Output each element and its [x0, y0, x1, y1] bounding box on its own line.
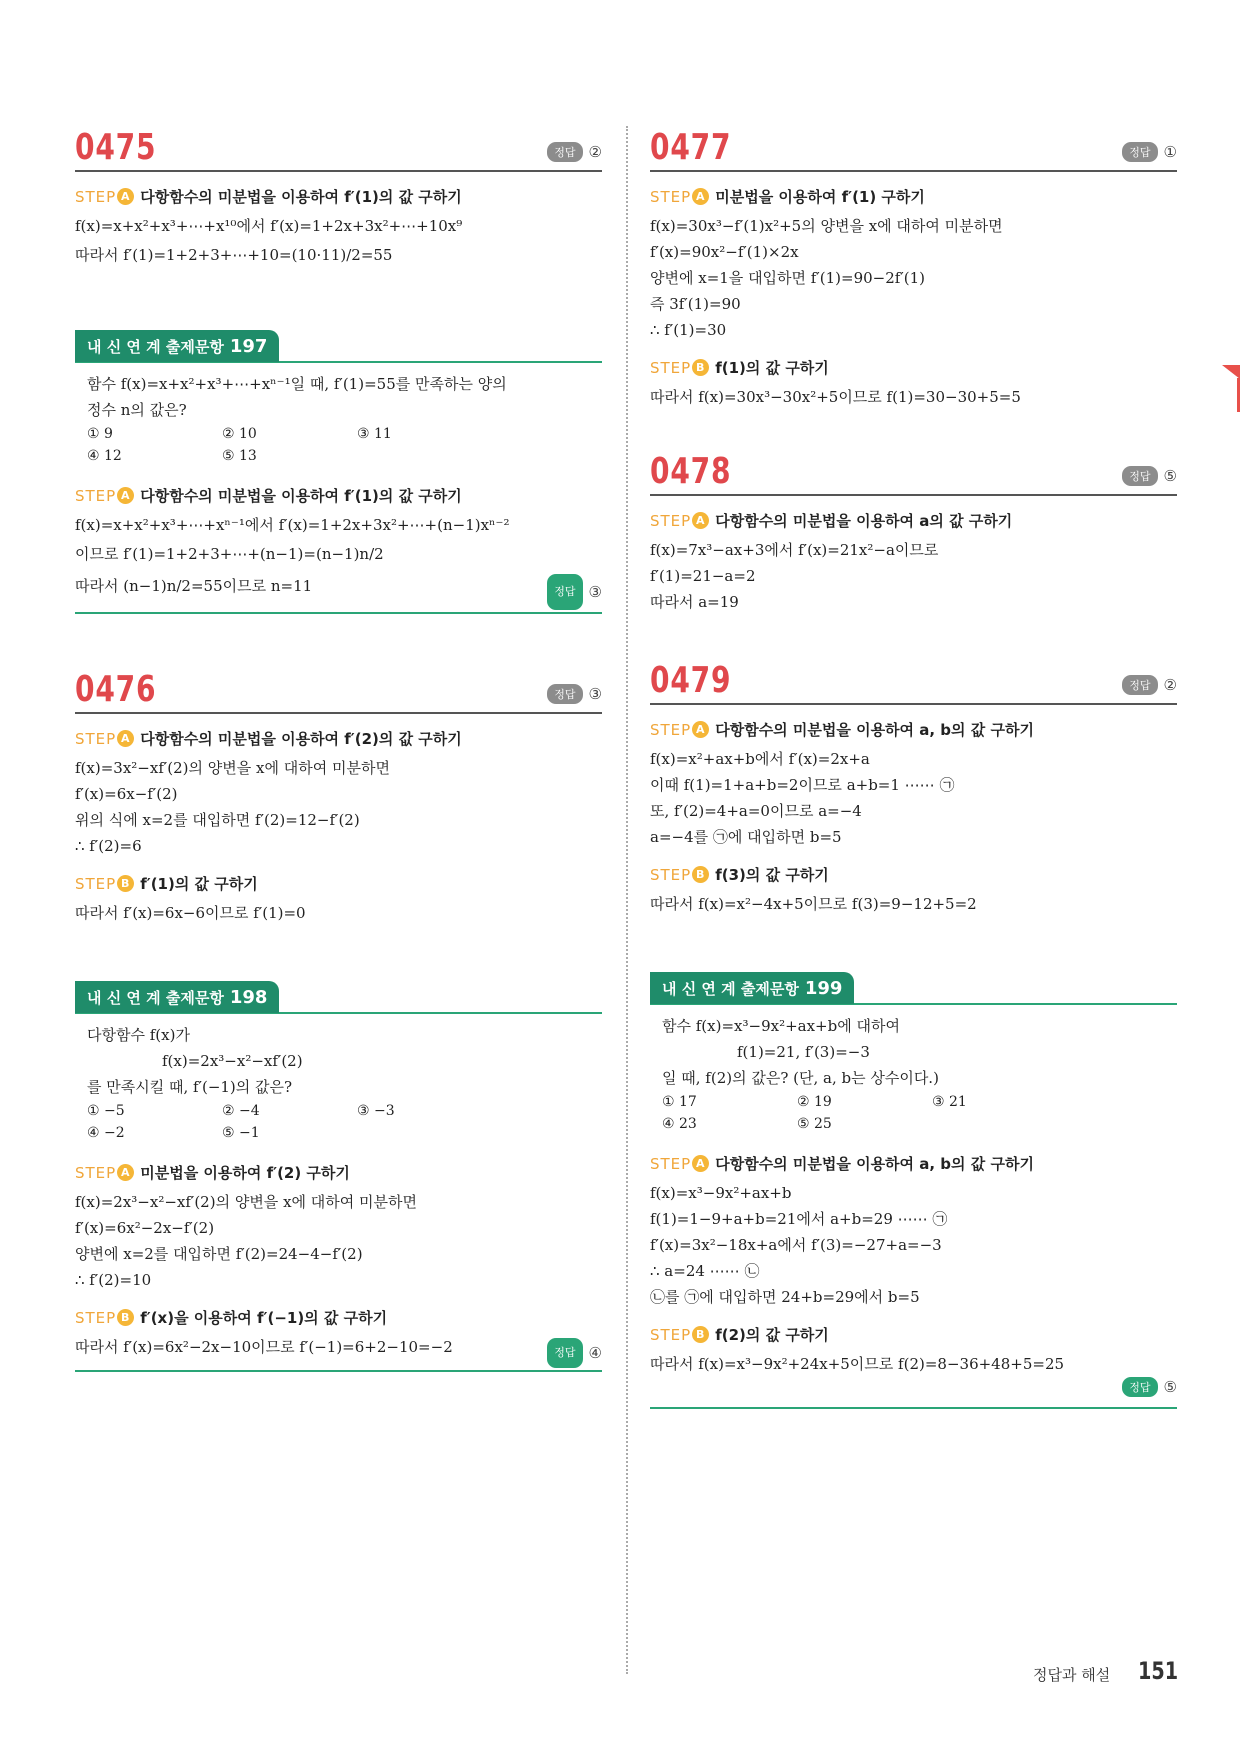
step-b: [650, 1324, 1177, 1345]
solution-line: 따라서 f(x)=x²−4x+5이므로 f(3)=9−12+5=2: [650, 895, 977, 913]
problem-header-0475: [75, 118, 602, 172]
solution-end-rule: [650, 1407, 1177, 1409]
solution-line: f(x)=x²+ax+b에서 f′(x)=2x+a: [650, 750, 870, 768]
step-b: [650, 864, 1177, 885]
choice-item: ② 19: [797, 1094, 832, 1110]
problem-number: 0477: [650, 127, 732, 168]
choice-item: ④ 12: [87, 448, 122, 464]
step-title: f′(x)을 이용하여 f′(−1)의 값 구하기: [140, 1309, 388, 1327]
step-a: [650, 510, 1177, 531]
answer-badge: 정답: [547, 1338, 582, 1368]
step-tag: STEP B: [650, 1326, 709, 1344]
question-line: 함수 f(x)=x³−9x²+ax+b에 대하여: [662, 1017, 900, 1035]
step-b: [75, 1307, 602, 1328]
step-title: 다항함수의 미분법을 이용하여 a, b의 값 구하기: [715, 1155, 1034, 1173]
choice-item: ③ 21: [932, 1094, 967, 1110]
step-a: [75, 728, 602, 749]
choice-item: ③ −3: [357, 1103, 395, 1119]
step-tag: STEP A: [75, 487, 134, 505]
answer-value: ②: [588, 143, 602, 161]
step-tag: STEP A: [75, 188, 134, 206]
step-tag: STEP B: [75, 1309, 134, 1327]
choice-item: ④ 23: [662, 1116, 697, 1132]
choice-item: ⑤ −1: [222, 1125, 260, 1141]
step-a: [650, 1153, 1177, 1174]
choice-item: ② −4: [222, 1103, 260, 1119]
problem-number: 0475: [75, 127, 157, 168]
choice-item: ① −5: [87, 1103, 125, 1119]
choice-item: ⑤ 25: [797, 1116, 832, 1132]
inner-problem-tag: 내 신 연 계 출제문항 197: [75, 330, 279, 362]
solution-line: f(1)=1−9+a+b=21에서 a+b=29 ⋯⋯ ㉠: [650, 1210, 948, 1228]
solution-line: 이므로 f′(1)=1+2+3+⋯+(n−1)=(n−1)n/2: [75, 545, 384, 563]
choice-list: [662, 1091, 1165, 1135]
answer-box: [1122, 466, 1177, 486]
choice-item: ⑤ 13: [222, 448, 257, 464]
step-b: [650, 357, 1177, 378]
answer-box: [1122, 675, 1177, 695]
answer-value: ①: [1163, 143, 1177, 161]
solution-line: 따라서 f(x)=30x³−30x²+5이므로 f(1)=30−30+5=5: [650, 388, 1021, 406]
choice-list: [87, 1100, 590, 1144]
question-line: 정수 n의 값은?: [87, 401, 187, 419]
step-a: [75, 186, 602, 207]
question-line: f(1)=21, f′(3)=−3: [737, 1043, 870, 1061]
step-letter-icon: A: [692, 512, 709, 529]
step-a: [75, 485, 602, 506]
problem-number: 0478: [650, 451, 732, 492]
problem-number: 0476: [75, 669, 157, 710]
page-number: 151: [1138, 1657, 1179, 1685]
step-b: [75, 873, 602, 894]
answer-badge: 정답: [1122, 142, 1157, 162]
answer-box: [547, 142, 602, 162]
solution-line: 따라서 (n−1)n/2=55이므로 n=11 정답 ③: [75, 570, 602, 602]
step-title: 다항함수의 미분법을 이용하여 a, b의 값 구하기: [715, 721, 1034, 739]
step-letter-icon: B: [692, 1326, 709, 1343]
question-line: 다항함수 f(x)가: [87, 1026, 190, 1044]
step-title: f(1)의 값 구하기: [715, 359, 829, 377]
step-letter-icon: A: [692, 188, 709, 205]
step-a: [650, 719, 1177, 740]
step-tag: STEP B: [650, 866, 709, 884]
step-title: 미분법을 이용하여 f′(1) 구하기: [715, 188, 925, 206]
step-a: [75, 1162, 602, 1183]
solution-line: ∴ f′(2)=6: [75, 837, 142, 855]
solution-line: f′(1)=21−a=2: [650, 567, 756, 585]
answer-badge: 정답: [1122, 1377, 1157, 1397]
question-line: 를 만족시킬 때, f′(−1)의 값은?: [87, 1078, 293, 1096]
answer-box: [547, 574, 602, 610]
step-letter-icon: A: [117, 487, 134, 504]
step-tag: STEP A: [75, 730, 134, 748]
inner-problem-tag: 내 신 연 계 출제문항 199: [650, 972, 854, 1004]
solution-line: f(x)=x³−9x²+ax+b: [650, 1184, 792, 1202]
step-title: 다항함수의 미분법을 이용하여 f′(2)의 값 구하기: [140, 730, 462, 748]
solution-line: 또, f′(2)=4+a=0이므로 a=−4: [650, 802, 862, 820]
solution-line: 따라서 f′(x)=6x−6이므로 f′(1)=0: [75, 904, 306, 922]
step-title: 다항함수의 미분법을 이용하여 a의 값 구하기: [715, 512, 1013, 530]
column-divider: [626, 126, 628, 1674]
step-tag: STEP A: [650, 188, 709, 206]
step-title: 다항함수의 미분법을 이용하여 f′(1)의 값 구하기: [140, 487, 462, 505]
step-tag: STEP A: [650, 1155, 709, 1173]
step-letter-icon: A: [117, 730, 134, 747]
step-letter-icon: B: [692, 866, 709, 883]
inner-problem-body: [75, 1014, 602, 1148]
problem-header-0478: [650, 442, 1177, 496]
step-tag: STEP A: [650, 721, 709, 739]
solution-line: f(x)=x+x²+x³+⋯+xⁿ⁻¹에서 f′(x)=1+2x+3x²+⋯+(n−1)xⁿ⁻²: [75, 516, 510, 534]
right-column: [650, 118, 1177, 1409]
solution-line: ∴ a=24 ⋯⋯ ㉡: [650, 1262, 760, 1280]
solution-line: 따라서 f(x)=x³−9x²+24x+5이므로 f(2)=8−36+48+5=25: [650, 1355, 1065, 1373]
answer-badge: 정답: [1122, 466, 1157, 486]
problem-header-0477: [650, 118, 1177, 172]
step-tag: STEP A: [650, 512, 709, 530]
side-tab-mark: [1222, 365, 1240, 379]
inner-problem-header-199: [650, 973, 1177, 1005]
choice-item: ② 10: [222, 426, 257, 442]
question-line: f(x)=2x³−x²−xf′(2): [162, 1052, 303, 1070]
left-column: [75, 118, 602, 1372]
problem-header-0479: [650, 651, 1177, 705]
inner-problem-tag: 내 신 연 계 출제문항 198: [75, 981, 279, 1013]
step-letter-icon: A: [117, 1164, 134, 1181]
answer-value: ③: [588, 685, 602, 703]
inner-problem-header-197: [75, 331, 602, 363]
solution-line: ∴ f′(1)=30: [650, 321, 727, 339]
answer-box: [547, 1338, 602, 1368]
solution-line: 따라서 a=19: [650, 593, 739, 611]
problem-number: 0479: [650, 660, 732, 701]
footer-label: 정답과 해설: [1033, 1666, 1111, 1684]
solution-line: ∴ f′(2)=10: [75, 1271, 152, 1289]
step-title: 미분법을 이용하여 f′(2) 구하기: [140, 1164, 350, 1182]
problem-header-0476: [75, 660, 602, 714]
step-title: f(2)의 값 구하기: [715, 1326, 829, 1344]
answer-value: ⑤: [1163, 467, 1177, 485]
inner-problem-header-198: [75, 982, 602, 1014]
answer-badge: 정답: [1122, 675, 1157, 695]
choice-item: ① 9: [87, 426, 113, 442]
answer-value: ②: [1163, 676, 1177, 694]
step-letter-icon: A: [692, 1155, 709, 1172]
answer-value: ④: [588, 1344, 602, 1362]
step-title: f(3)의 값 구하기: [715, 866, 829, 884]
solution-line: 따라서 f′(1)=1+2+3+⋯+10=(10·11)/2=55: [75, 246, 393, 264]
step-tag: STEP B: [650, 359, 709, 377]
step-tag: STEP A: [75, 1164, 134, 1182]
answer-badge: 정답: [547, 684, 582, 704]
answer-box: [650, 1377, 1177, 1397]
solution-line: 양변에 x=1을 대입하면 f′(1)=90−2f′(1): [650, 269, 925, 287]
solution-line: f(x)=x+x²+x³+⋯+x¹⁰에서 f′(x)=1+2x+3x²+⋯+10x⁹: [75, 217, 463, 235]
solution-line: 양변에 x=2를 대입하면 f′(2)=24−4−f′(2): [75, 1245, 363, 1263]
step-tag: STEP B: [75, 875, 134, 893]
answer-badge: 정답: [547, 574, 582, 610]
solution-line: 즉 3f′(1)=90: [650, 295, 741, 313]
solution-line: f(x)=30x³−f′(1)x²+5의 양변을 x에 대하여 미분하면: [650, 217, 1003, 235]
solution-line: f′(x)=6x²−2x−f′(2): [75, 1219, 215, 1237]
step-a: [650, 186, 1177, 207]
solution-line: ㉡를 ㉠에 대입하면 24+b=29에서 b=5: [650, 1288, 920, 1306]
step-letter-icon: B: [117, 875, 134, 892]
solution-line: f′(x)=90x²−f′(1)×2x: [650, 243, 799, 261]
step-title: f′(1)의 값 구하기: [140, 875, 258, 893]
solution-line: f(x)=3x²−xf′(2)의 양변을 x에 대하여 미분하면: [75, 759, 390, 777]
answer-value: ③: [588, 583, 602, 601]
solution-line: f′(x)=3x²−18x+a에서 f′(3)=−27+a=−3: [650, 1236, 942, 1254]
answer-badge: 정답: [547, 142, 582, 162]
answer-box: [1122, 142, 1177, 162]
choice-item: ① 17: [662, 1094, 697, 1110]
choice-list: [87, 423, 590, 467]
question-line: 함수 f(x)=x+x²+x³+⋯+xⁿ⁻¹일 때, f′(1)=55를 만족하는 양의: [87, 375, 507, 393]
step-letter-icon: A: [692, 721, 709, 738]
solution-line: f(x)=7x³−ax+3에서 f′(x)=21x²−a이므로: [650, 541, 939, 559]
solution-line: f(x)=2x³−x²−xf′(2)의 양변을 x에 대하여 미분하면: [75, 1193, 417, 1211]
choice-item: ③ 11: [357, 426, 392, 442]
answer-box: [547, 684, 602, 704]
step-letter-icon: A: [117, 188, 134, 205]
solution-line: 따라서 f′(x)=6x²−2x−10이므로 f′(−1)=6+2−10=−2 정답 ④: [75, 1334, 602, 1360]
choice-item: ④ −2: [87, 1125, 125, 1141]
step-letter-icon: B: [692, 359, 709, 376]
solution-line: 이때 f(1)=1+a+b=2이므로 a+b=1 ⋯⋯ ㉠: [650, 776, 955, 794]
step-title: 다항함수의 미분법을 이용하여 f′(1)의 값 구하기: [140, 188, 462, 206]
inner-problem-body: [75, 363, 602, 471]
question-line: 일 때, f(2)의 값은? (단, a, b는 상수이다.): [662, 1069, 939, 1087]
solution-end-rule: [75, 1370, 602, 1372]
answer-value: ⑤: [1163, 1378, 1177, 1396]
solution-line: 위의 식에 x=2를 대입하면 f′(2)=12−f′(2): [75, 811, 360, 829]
solution-line: a=−4를 ㉠에 대입하면 b=5: [650, 828, 842, 846]
step-letter-icon: B: [117, 1309, 134, 1326]
inner-problem-body: [650, 1005, 1177, 1139]
solution-line: f′(x)=6x−f′(2): [75, 785, 178, 803]
